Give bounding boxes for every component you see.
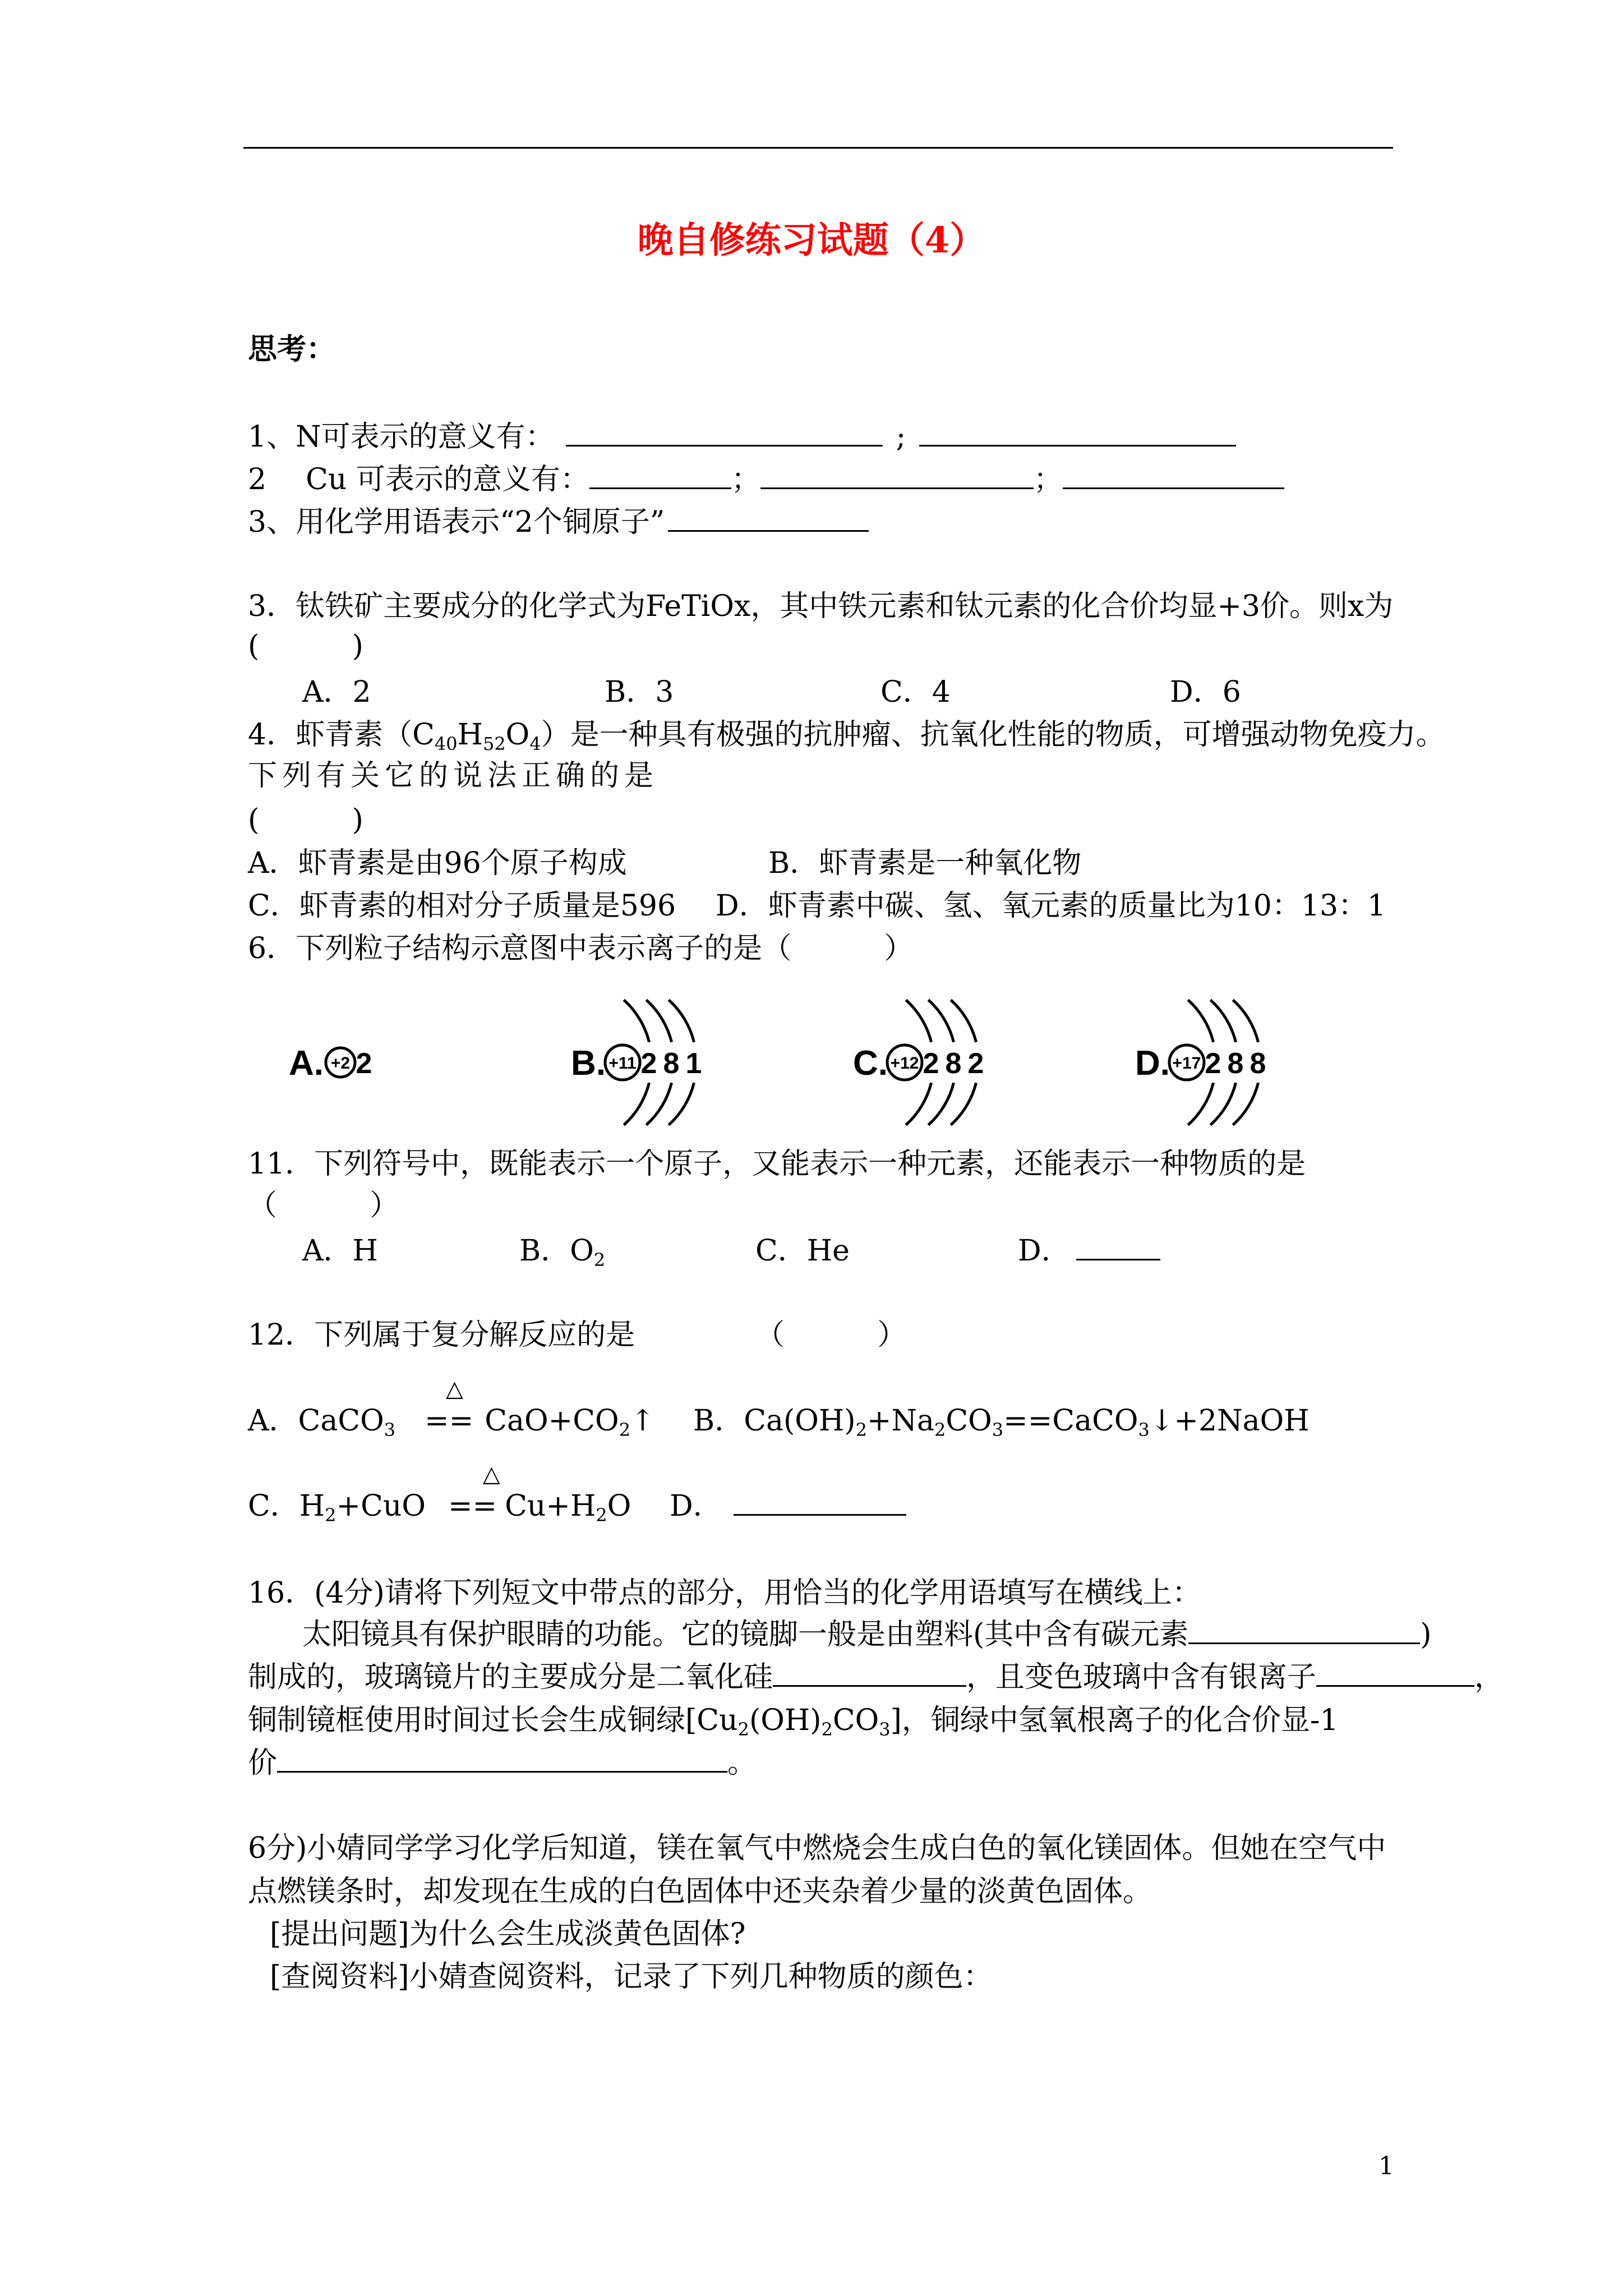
q12-option-b (693, 1404, 1310, 1441)
text-segment: ]，铜绿中氢氧根离子的化合价显-1 (890, 1704, 1339, 1737)
subscript: 2 (855, 1419, 867, 1441)
answer-blank (1076, 1234, 1160, 1260)
q4-option-d: D．虾青素中碳、氢、氧元素的质量比为10：13：1 (716, 889, 1386, 923)
text-segment: B．Ca(OH) (693, 1404, 856, 1438)
electron-shell-arc (928, 1000, 953, 1042)
answer-blank (668, 505, 869, 532)
electron-shell-arc (1188, 1000, 1213, 1042)
electron-shell-arc (646, 1083, 671, 1125)
diagram-option-label: A. (289, 1044, 324, 1083)
text-segment: ）是一种具有极强的抗肿瘤、抗氧化性能的物质，可增强动物免疫力。 (541, 718, 1445, 752)
text-segment: Cu+H (505, 1489, 596, 1523)
reaction-equals (448, 1461, 500, 1524)
electron-shell-arc (646, 1000, 671, 1042)
text-segment: D． (1018, 1234, 1071, 1268)
separator: ; (896, 420, 906, 454)
answer-blank (760, 463, 1034, 489)
q12-option-c (248, 1461, 631, 1526)
last-question-line-3: [提出问题]为什么会生成淡黄色固体? (270, 1917, 746, 1951)
q3-stem: 3．钛铁矿主要成分的化学式为FeTiOx，其中铁元素和钛元素的化合价均显+3价。则x为 (248, 590, 1394, 623)
nucleus-charge: +2 (330, 1054, 351, 1073)
subscript: 2 (737, 1719, 749, 1740)
shell-electron-count: 2 (967, 1047, 984, 1080)
q3-option-d: D．6 (1170, 675, 1241, 709)
text-segment: +CuO (336, 1489, 426, 1523)
header-rule (243, 147, 1393, 149)
subscript: 3 (992, 1419, 1004, 1441)
shell-electron-count: 2 (923, 1047, 939, 1080)
think-q2 (248, 462, 1284, 497)
subscript: 3 (384, 1419, 396, 1441)
shell-electron-count: 8 (1249, 1047, 1266, 1080)
subscript: 3 (1138, 1419, 1150, 1441)
text-segment: O (607, 1489, 631, 1523)
text-segment: ) (1420, 1618, 1432, 1651)
subscript: 4 (529, 733, 541, 754)
q12-stem: 12．下列属于复分解反应的是 (248, 1318, 635, 1352)
subscript: 52 (482, 733, 506, 754)
q16-stem: 16．(4分)请将下列短文中带点的部分，用恰当的化学用语填写在横线上： (248, 1576, 1201, 1610)
q12-answer-paren: （ ） (755, 1318, 907, 1352)
answer-blank (773, 1660, 966, 1687)
text-segment: D． (670, 1489, 722, 1523)
electron-shell-arc (668, 1000, 694, 1042)
equals-sign: == (425, 1404, 474, 1438)
text-segment: CO (832, 1704, 879, 1737)
q3-option-c: C．4 (880, 675, 951, 709)
shell-electron-count: 2 (356, 1047, 372, 1080)
particle-structure-diagrams (0, 993, 1623, 1139)
q11-option-a: A．H (302, 1234, 378, 1268)
last-question-line-1: 6分)小婧同学学习化学后知道，镁在氧气中燃烧会生成白色的氧化镁固体。但她在空气中 (248, 1832, 1386, 1865)
text-segment: CaO+CO (485, 1404, 619, 1438)
think-q3-text: 3、用化学用语表示“2个铜原子” (248, 505, 665, 539)
text-segment: +Na (866, 1404, 934, 1438)
shell-electron-count: 8 (1227, 1047, 1244, 1080)
page-number: 1 (1378, 2152, 1394, 2180)
page-title: 晚自修练习试题（4） (637, 219, 986, 261)
think-q3 (248, 505, 869, 540)
text-segment: C．H (248, 1489, 325, 1523)
electron-shell-arc (624, 1083, 649, 1125)
subscript: 2 (934, 1419, 946, 1441)
answer-blank (919, 420, 1236, 447)
q4-option-c: C．虾青素的相对分子质量是596 (248, 889, 676, 923)
nucleus-charge: +11 (608, 1054, 637, 1073)
diagram-option-label: D. (1135, 1044, 1170, 1083)
reaction-equals (425, 1376, 474, 1438)
q16-paragraph-line-3 (248, 1703, 1339, 1738)
shell-electron-count: 2 (1205, 1047, 1221, 1080)
q16-paragraph-line-4 (248, 1746, 757, 1780)
text-segment: O (505, 718, 530, 752)
text-segment: A．CaCO (248, 1404, 384, 1438)
text-segment: (OH) (749, 1704, 822, 1737)
electron-shell-arc (1188, 1083, 1213, 1125)
text-segment: ，且变色玻璃中含有银离子 (966, 1660, 1317, 1694)
text-segment: 4．虾青素（C (248, 718, 435, 752)
answer-blank (1188, 1618, 1420, 1644)
nucleus-charge: +12 (890, 1054, 919, 1073)
subscript: 2 (596, 1504, 607, 1526)
electron-shell-arc (668, 1083, 694, 1125)
shell-electron-count: 8 (945, 1047, 962, 1080)
diagram-option-label: B. (571, 1044, 606, 1083)
subscript: 2 (821, 1719, 833, 1740)
q11-answer-paren: （ ） (248, 1189, 399, 1222)
shell-electron-count: 2 (640, 1047, 657, 1080)
subscript: 2 (325, 1504, 336, 1526)
q4-stem (248, 717, 1445, 752)
text-segment: 制成的，玻璃镜片的主要成分是二氧化硅 (248, 1660, 773, 1694)
think-q2-number: 2 (248, 463, 267, 496)
q3-answer-paren: ( ) (248, 629, 363, 663)
heat-condition-symbol: △ (446, 1376, 463, 1402)
subscript: 2 (593, 1249, 606, 1271)
answer-blank (734, 1489, 906, 1516)
text-segment: 价 (248, 1746, 278, 1780)
q12-option-a (248, 1376, 655, 1441)
text-segment: B．O (519, 1234, 594, 1268)
section-label: 思考： (248, 332, 336, 366)
text-segment: CO (946, 1404, 992, 1438)
q11-option-d (1018, 1234, 1160, 1268)
subscript: 3 (879, 1719, 891, 1740)
text-segment: ， (1474, 1660, 1504, 1694)
text-segment: 太阳镜具有保护眼睛的功能。它的镜脚一般是由塑料(其中含有碳元素 (302, 1618, 1189, 1651)
q4-answer-paren: ( ) (248, 803, 363, 837)
electron-shell-arc (1210, 1083, 1235, 1125)
electron-shell-arc (1233, 1083, 1258, 1125)
separator: ； (1033, 463, 1063, 496)
shell-electron-count: 1 (685, 1047, 702, 1080)
q4-option-b: B．虾青素是一种氧化物 (768, 846, 1082, 880)
electron-shell-arc (1210, 1000, 1235, 1042)
subscript: 2 (619, 1419, 631, 1441)
electron-shell-arc (1233, 1000, 1258, 1042)
subscript: 40 (434, 733, 458, 754)
q4-option-a: A．虾青素是由96个原子构成 (248, 846, 627, 880)
answer-blank (277, 1746, 727, 1773)
equals-sign: == (448, 1489, 497, 1523)
text-segment: 铜制镜框使用时间过长会生成铜绿[Cu (248, 1704, 738, 1737)
think-q1 (248, 420, 1236, 454)
nucleus-charge: +17 (1172, 1054, 1201, 1073)
shell-electron-count: 8 (663, 1047, 680, 1080)
q3-option-b: B．3 (605, 675, 674, 709)
answer-blank (1316, 1660, 1474, 1687)
think-q2-text: Cu 可表示的意义有： (306, 463, 589, 496)
electron-shell-arc (624, 1000, 649, 1042)
separator: ； (731, 463, 760, 496)
electron-shell-arc (928, 1083, 953, 1125)
q11-option-b (519, 1234, 606, 1271)
text-segment: 。 (727, 1746, 757, 1780)
answer-blank (1063, 463, 1284, 489)
q6-stem: 6．下列粒子结构示意图中表示离子的是（ ） (248, 932, 914, 965)
q4-stem-continued: 下列有关它的说法正确的是 (248, 759, 659, 793)
electron-shell-arc (906, 1083, 931, 1125)
think-q1-text: 1、N可表示的意义有： (248, 420, 555, 454)
q11-option-c: C．He (755, 1234, 850, 1268)
answer-blank (566, 420, 883, 447)
text-segment: H (457, 718, 483, 752)
q12-option-d (670, 1489, 906, 1524)
q16-paragraph-line-1 (302, 1617, 1432, 1652)
electron-shell-arc (906, 1000, 931, 1042)
electron-shell-arc (951, 1000, 976, 1042)
heat-condition-symbol: △ (482, 1461, 500, 1487)
text-segment: ↑ (630, 1404, 655, 1438)
q16-paragraph-line-2 (248, 1660, 1504, 1695)
last-question-line-4: [查阅资料]小婧查阅资料，记录了下列几种物质的颜色： (270, 1960, 993, 1994)
q11-stem: 11．下列符号中，既能表示一个原子，又能表示一种元素，还能表示一种物质的是 (248, 1147, 1306, 1181)
text-segment: ==CaCO (1003, 1404, 1138, 1438)
electron-shell-arc (951, 1083, 976, 1125)
last-question-line-2: 点燃镁条时，却发现在生成的白色固体中还夹杂着少量的淡黄色固体。 (248, 1875, 1152, 1908)
q3-option-a: A．2 (302, 675, 371, 709)
answer-blank (589, 463, 731, 489)
diagram-option-label: C. (853, 1044, 888, 1083)
text-segment: ↓+2NaOH (1149, 1404, 1310, 1438)
